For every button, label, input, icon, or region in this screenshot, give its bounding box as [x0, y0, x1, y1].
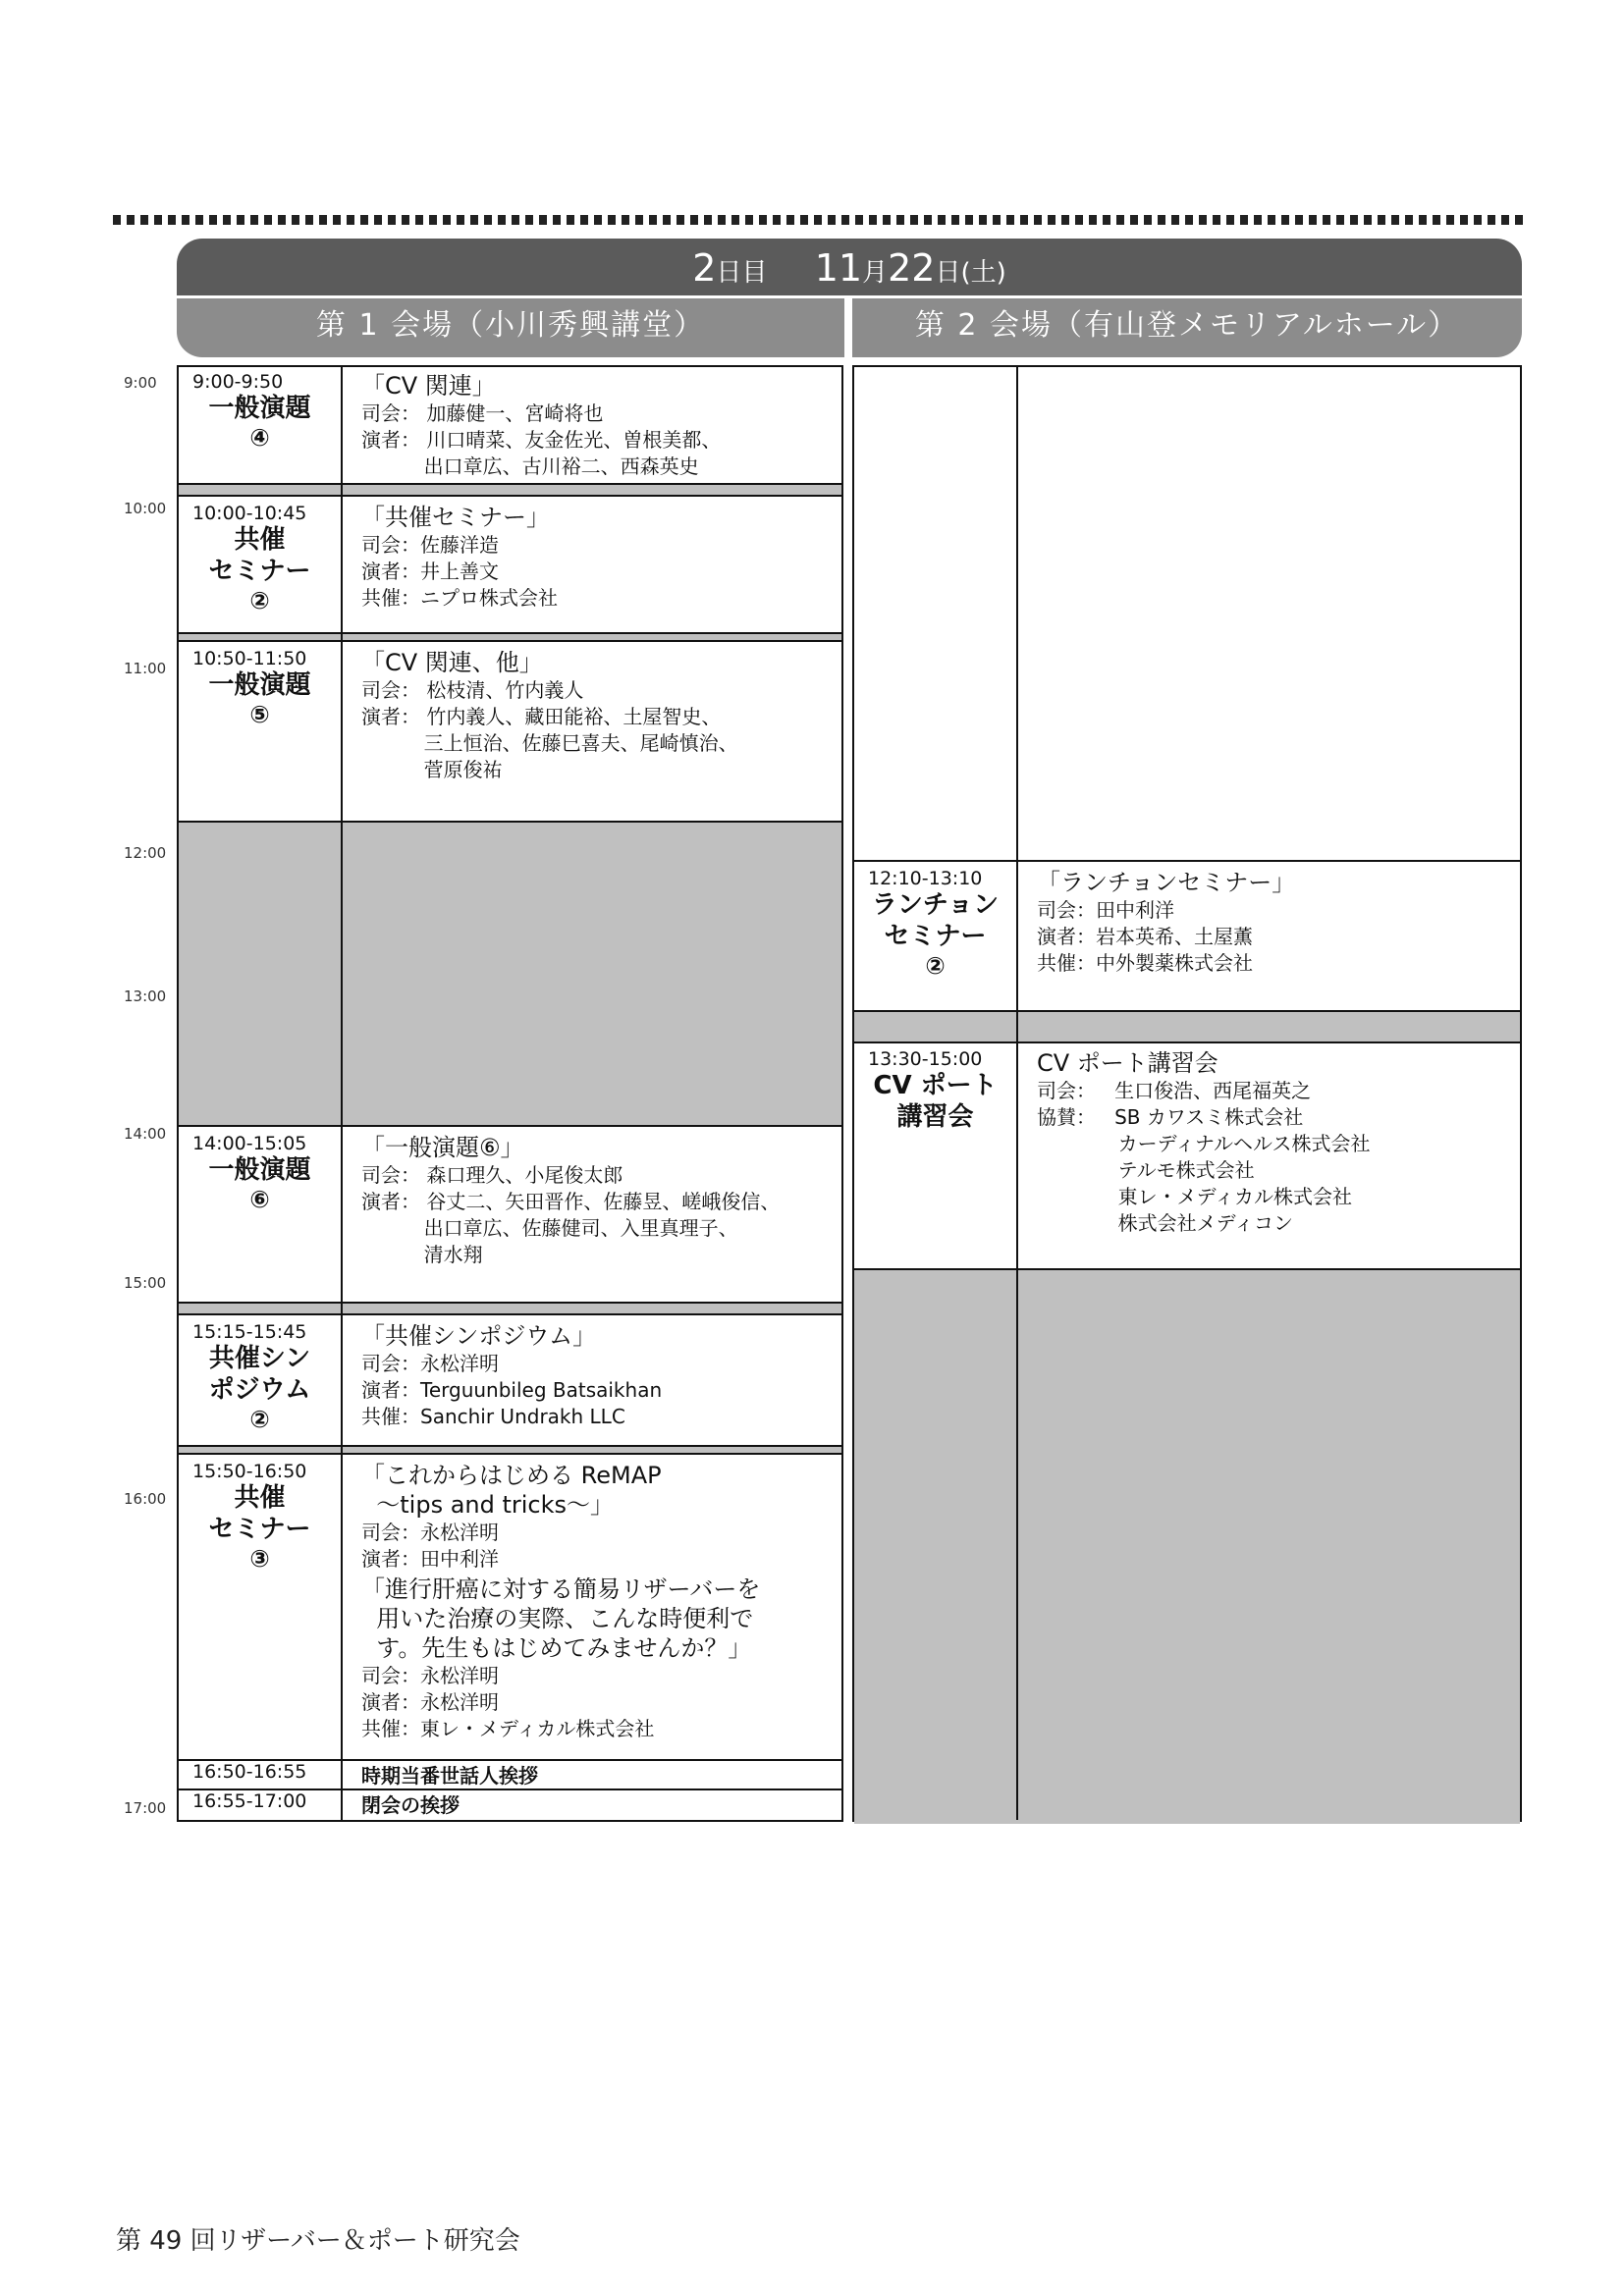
hall1-schedule: [177, 365, 843, 1822]
break-row: [854, 1268, 1520, 1824]
session-label: 12:10-13:10 ランチョン セミナー ②: [868, 868, 1000, 980]
session-details: 閉会の挨拶: [361, 1793, 460, 1817]
session-label: 10:50-11:50 一般演題 ⑤: [192, 648, 311, 728]
day-header: 2日目 11月22日(土): [177, 239, 1522, 295]
dotted-separator: [113, 215, 1527, 225]
session-details: 「CV 関連」 司会： 加藤健一、宮崎将也 演者： 川口晴菜、友金佐光、曽根美都、 出口章広、古川裕二、西森英史: [361, 372, 722, 478]
session-label: 13:30-15:00 CV ポート 講習会: [868, 1048, 998, 1132]
session-label: 14:00-15:05 一般演題 ⑥: [192, 1133, 311, 1213]
venue-hall-2: 第 2 会場（有山登メモリアルホール）: [852, 298, 1522, 357]
time-label: 11:00: [124, 660, 167, 677]
time-label: 10:00: [124, 500, 167, 517]
session-details: 「共催シンポジウム」 司会：永松洋明 演者：Terguunbileg Batsaikhan 共催：Sanchir Undrakh LLC: [361, 1322, 663, 1428]
session-label: 10:00-10:45 共催 セミナー ②: [192, 503, 311, 614]
time-label: 12:00: [124, 844, 167, 862]
session-label: 9:00-9:50 一般演題 ④: [192, 371, 311, 452]
footer: 第 49 回リザーバー＆ポート研究会: [116, 2226, 520, 2256]
session-label: 15:15-15:45 共催シン ポジウム ②: [192, 1321, 311, 1433]
session-details: 「一般演題⑥」 司会： 森口理久、小尾俊太郎 演者： 谷丈二、矢田晋作、佐藤昱、嵯峨俊信、 出口章広、佐藤健司、入里真理子、 清水翔: [361, 1134, 781, 1266]
venue-hall-1: 第 1 会場（小川秀興講堂）: [177, 298, 844, 357]
session-details: 「これからはじめる ReMAP ～tips and tricks～」 司会：永松洋明 演者：田中利洋 「進行肝癌に対する簡易リザーバーを 用いた治療の実際、こんな時便利で す。先生もはじめてみませんか？」 司会：永松洋明 演者：永松洋明 共催：東レ・メディカル株式会社: [361, 1462, 761, 1740]
time-label: 17:00: [124, 1799, 167, 1817]
time-label: 15:00: [124, 1274, 167, 1292]
hall2-schedule: [852, 365, 1522, 1822]
session-details: 「CV 関連、他」 司会： 松枝清、竹内義人 演者： 竹内義人、藏田能裕、土屋智史、 三上恒治、佐藤巳喜夫、尾崎慎治、 菅原俊祐: [361, 649, 738, 781]
time-label: 9:00: [124, 374, 157, 392]
session-details: 「ランチョンセミナー」 司会：田中利洋 演者：岩本英希、土屋薫 共催：中外製薬株式会社: [1037, 869, 1296, 975]
break-row: [854, 1010, 1520, 1041]
session-label: 15:50-16:50 共催 セミナー ③: [192, 1461, 311, 1573]
session-details: CV ポート講習会 司会： 生口俊浩、西尾福英之 協賛： SB カワスミ株式会社 カーディナルヘルス株式会社 テルモ株式会社 東レ・メディカル株式会社 株式会社メディコン: [1037, 1049, 1371, 1235]
session-label: 16:50-16:55: [192, 1761, 307, 1783]
time-label: 13:00: [124, 988, 167, 1005]
time-label: 16:00: [124, 1490, 167, 1508]
break-row: [179, 821, 841, 1125]
session-details: 時期当番世話人挨拶: [361, 1764, 538, 1788]
session-details: 「共催セミナー」 司会：佐藤洋造 演者：井上善文 共催：ニプロ株式会社: [361, 504, 558, 610]
time-label: 14:00: [124, 1125, 167, 1143]
session-label: 16:55-17:00: [192, 1790, 307, 1812]
